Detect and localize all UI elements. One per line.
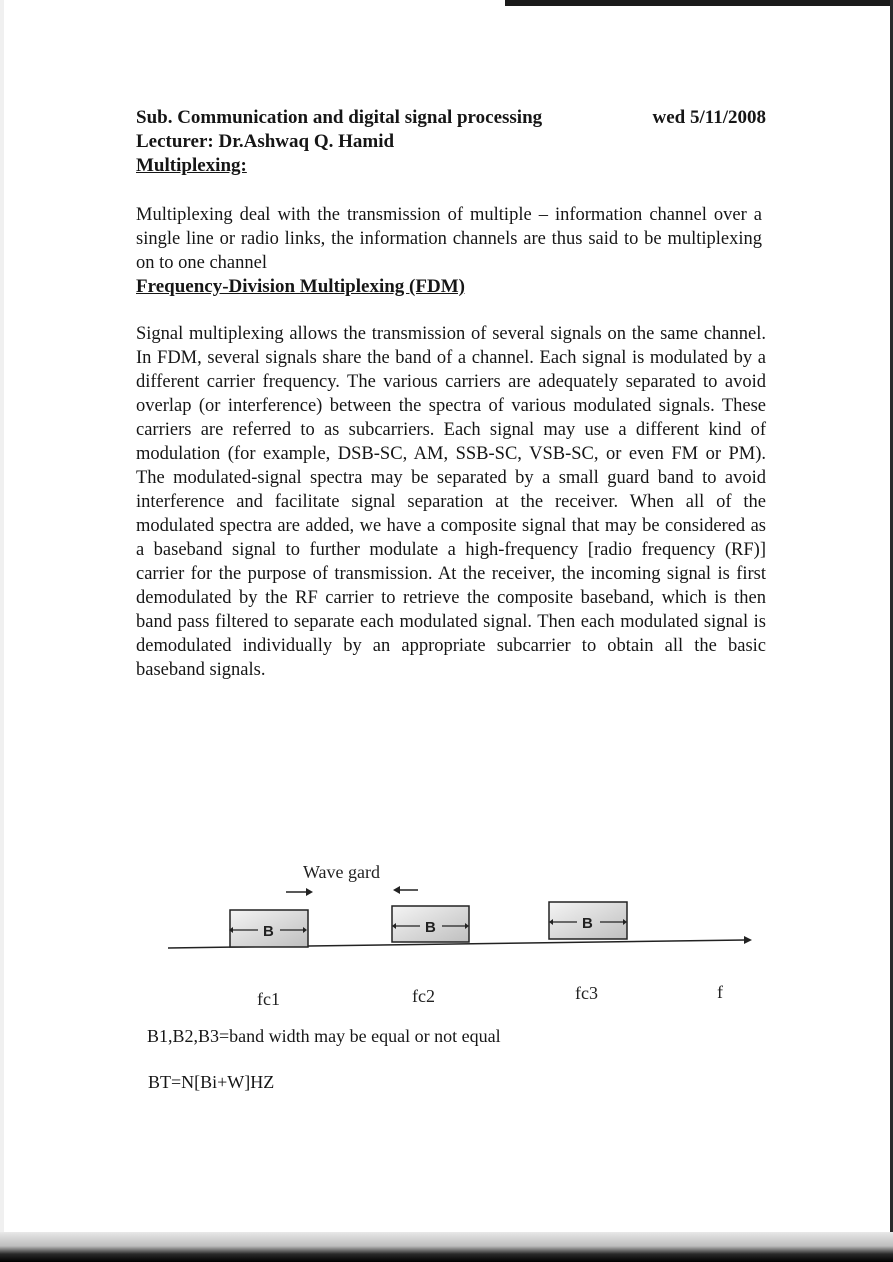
carrier-label-3: fc3: [575, 983, 598, 1003]
bandwidth-note: B1,B2,B3=band width may be equal or not equal: [147, 1026, 501, 1046]
guard-arrow-right: [286, 888, 313, 896]
bandwidth-formula: BT=N[Bi+W]HZ: [148, 1072, 275, 1092]
band-label-3: B: [582, 915, 593, 932]
guard-arrow-left: [393, 886, 418, 894]
band-label-2: B: [425, 919, 436, 936]
scan-top-edge: [505, 0, 893, 6]
fdm-paragraph: Signal multiplexing allows the transmission of several signals on the same channel. In FDM, several signals share the band of a channel. Each signal is modulated by a different carrier frequency. The various carriers are adequately separated to avoid overlap (or interference) between the spectra of various modulated signals. These carriers are referred to as subcarriers. Each signal may use a different kind of modulation (for example, DSB-SC, AM, SSB-SC, VSB-SC, or even FM or PM). The modulated-signal spectra may be separated by a small guard band to avoid interference and facilitate signal separation at the receiver. When all of the modulated spectra are added, we have a composite signal that may be considered as a baseband signal to further modulate a high-frequency [radio frequency (RF)] carrier for the purpose of transmission. At the receiver, the incoming signal is first demodulated by the RF carrier to retrieve the composite baseband, which is then band pass filtered to separate each modulated signal. Then each modulated signal is demodulated individually by an appropriate subcarrier to obtain all the basic baseband signals.: [136, 324, 766, 680]
section-title: Multiplexing:: [136, 155, 247, 176]
lecture-date: wed 5/11/2008: [652, 107, 766, 128]
subject-line: Sub. Communication and digital signal processing: [136, 107, 543, 128]
band-box-2: [392, 906, 469, 942]
carrier-label-2: fc2: [412, 986, 435, 1006]
scan-bottom-edge: [0, 1232, 893, 1262]
fdm-spectrum-diagram: [160, 850, 770, 1020]
header-line: [136, 106, 766, 130]
scan-left-edge: [0, 0, 4, 1262]
guard-band-label: Wave gard: [303, 862, 381, 882]
frequency-axis-label: f: [717, 982, 723, 1002]
carrier-label-1: fc1: [257, 989, 280, 1009]
band-box-1: [229, 910, 308, 947]
fdm-heading: Frequency-Division Multiplexing (FDM): [136, 276, 465, 297]
lecturer-line: Lecturer: Dr.Ashwaq Q. Hamid: [136, 131, 395, 152]
document-header: [136, 106, 766, 178]
band-label-1: B: [263, 923, 274, 940]
band-box-3: [549, 902, 627, 939]
intro-paragraph: Multiplexing deal with the transmission of multiple – information channel over a single line or radio links, the information channels are thus said to be multiplexing on to one channel: [136, 205, 762, 273]
